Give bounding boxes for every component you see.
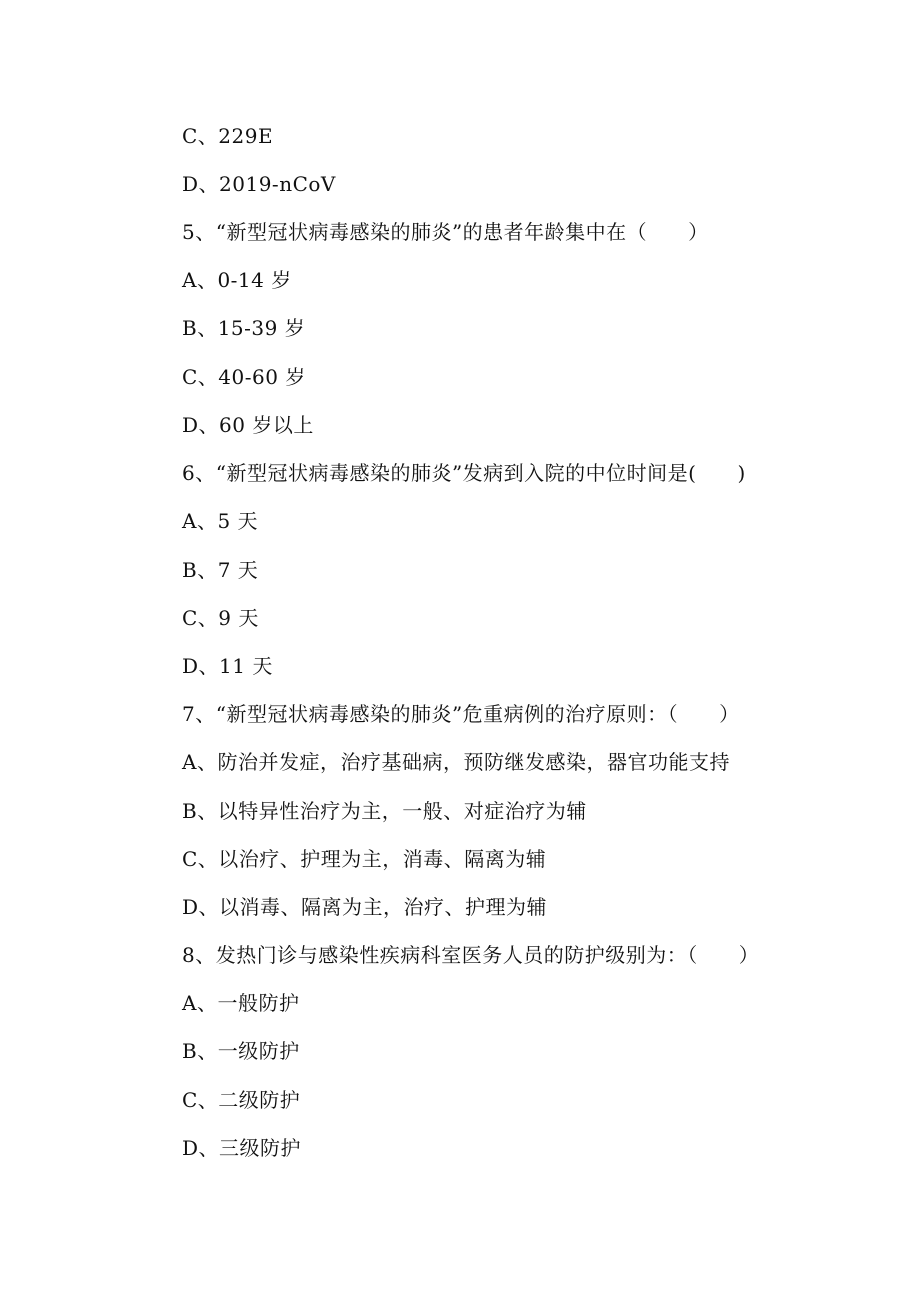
option-d-q6: D、11 天: [182, 654, 273, 678]
option-c-q6: C、9 天: [182, 606, 259, 630]
option-c-q8: C、二级防护: [182, 1088, 301, 1112]
option-d-q7: D、以消毒、隔离为主，治疗、护理为辅: [182, 895, 548, 919]
question-5: 5、“新型冠状病毒感染的肺炎”的患者年龄集中在（ ）: [182, 220, 709, 244]
option-b-q7: B、以特异性治疗为主，一般、对症治疗为辅: [182, 799, 587, 823]
option-d-q4: D、2019-nCoV: [182, 172, 336, 196]
question-7: 7、“新型冠状病毒感染的肺炎”危重病例的治疗原则：（ ）: [182, 702, 740, 726]
option-c-q5: C、40-60 岁: [182, 365, 306, 389]
option-a-q6: A、5 天: [182, 509, 259, 533]
option-d-q5: D、60 岁以上: [182, 413, 314, 437]
option-b-q8: B、一级防护: [182, 1039, 300, 1063]
option-b-q6: B、7 天: [182, 558, 259, 582]
question-8: 8、发热门诊与感染性疾病科室医务人员的防护级别为：（ ）: [182, 943, 760, 967]
option-a-q7: A、防治并发症，治疗基础病，预防继发感染，器官功能支持: [182, 750, 730, 774]
option-c-q7: C、以治疗、护理为主，消毒、隔离为辅: [182, 847, 547, 871]
option-a-q8: A、一般防护: [182, 991, 300, 1015]
option-d-q8: D、三级防护: [182, 1136, 302, 1160]
question-6: 6、“新型冠状病毒感染的肺炎”发病到入院的中位时间是( ): [182, 461, 746, 485]
option-c-q4: C、229E: [182, 124, 274, 148]
option-b-q5: B、15-39 岁: [182, 316, 306, 340]
option-a-q5: A、0-14 岁: [182, 268, 292, 292]
